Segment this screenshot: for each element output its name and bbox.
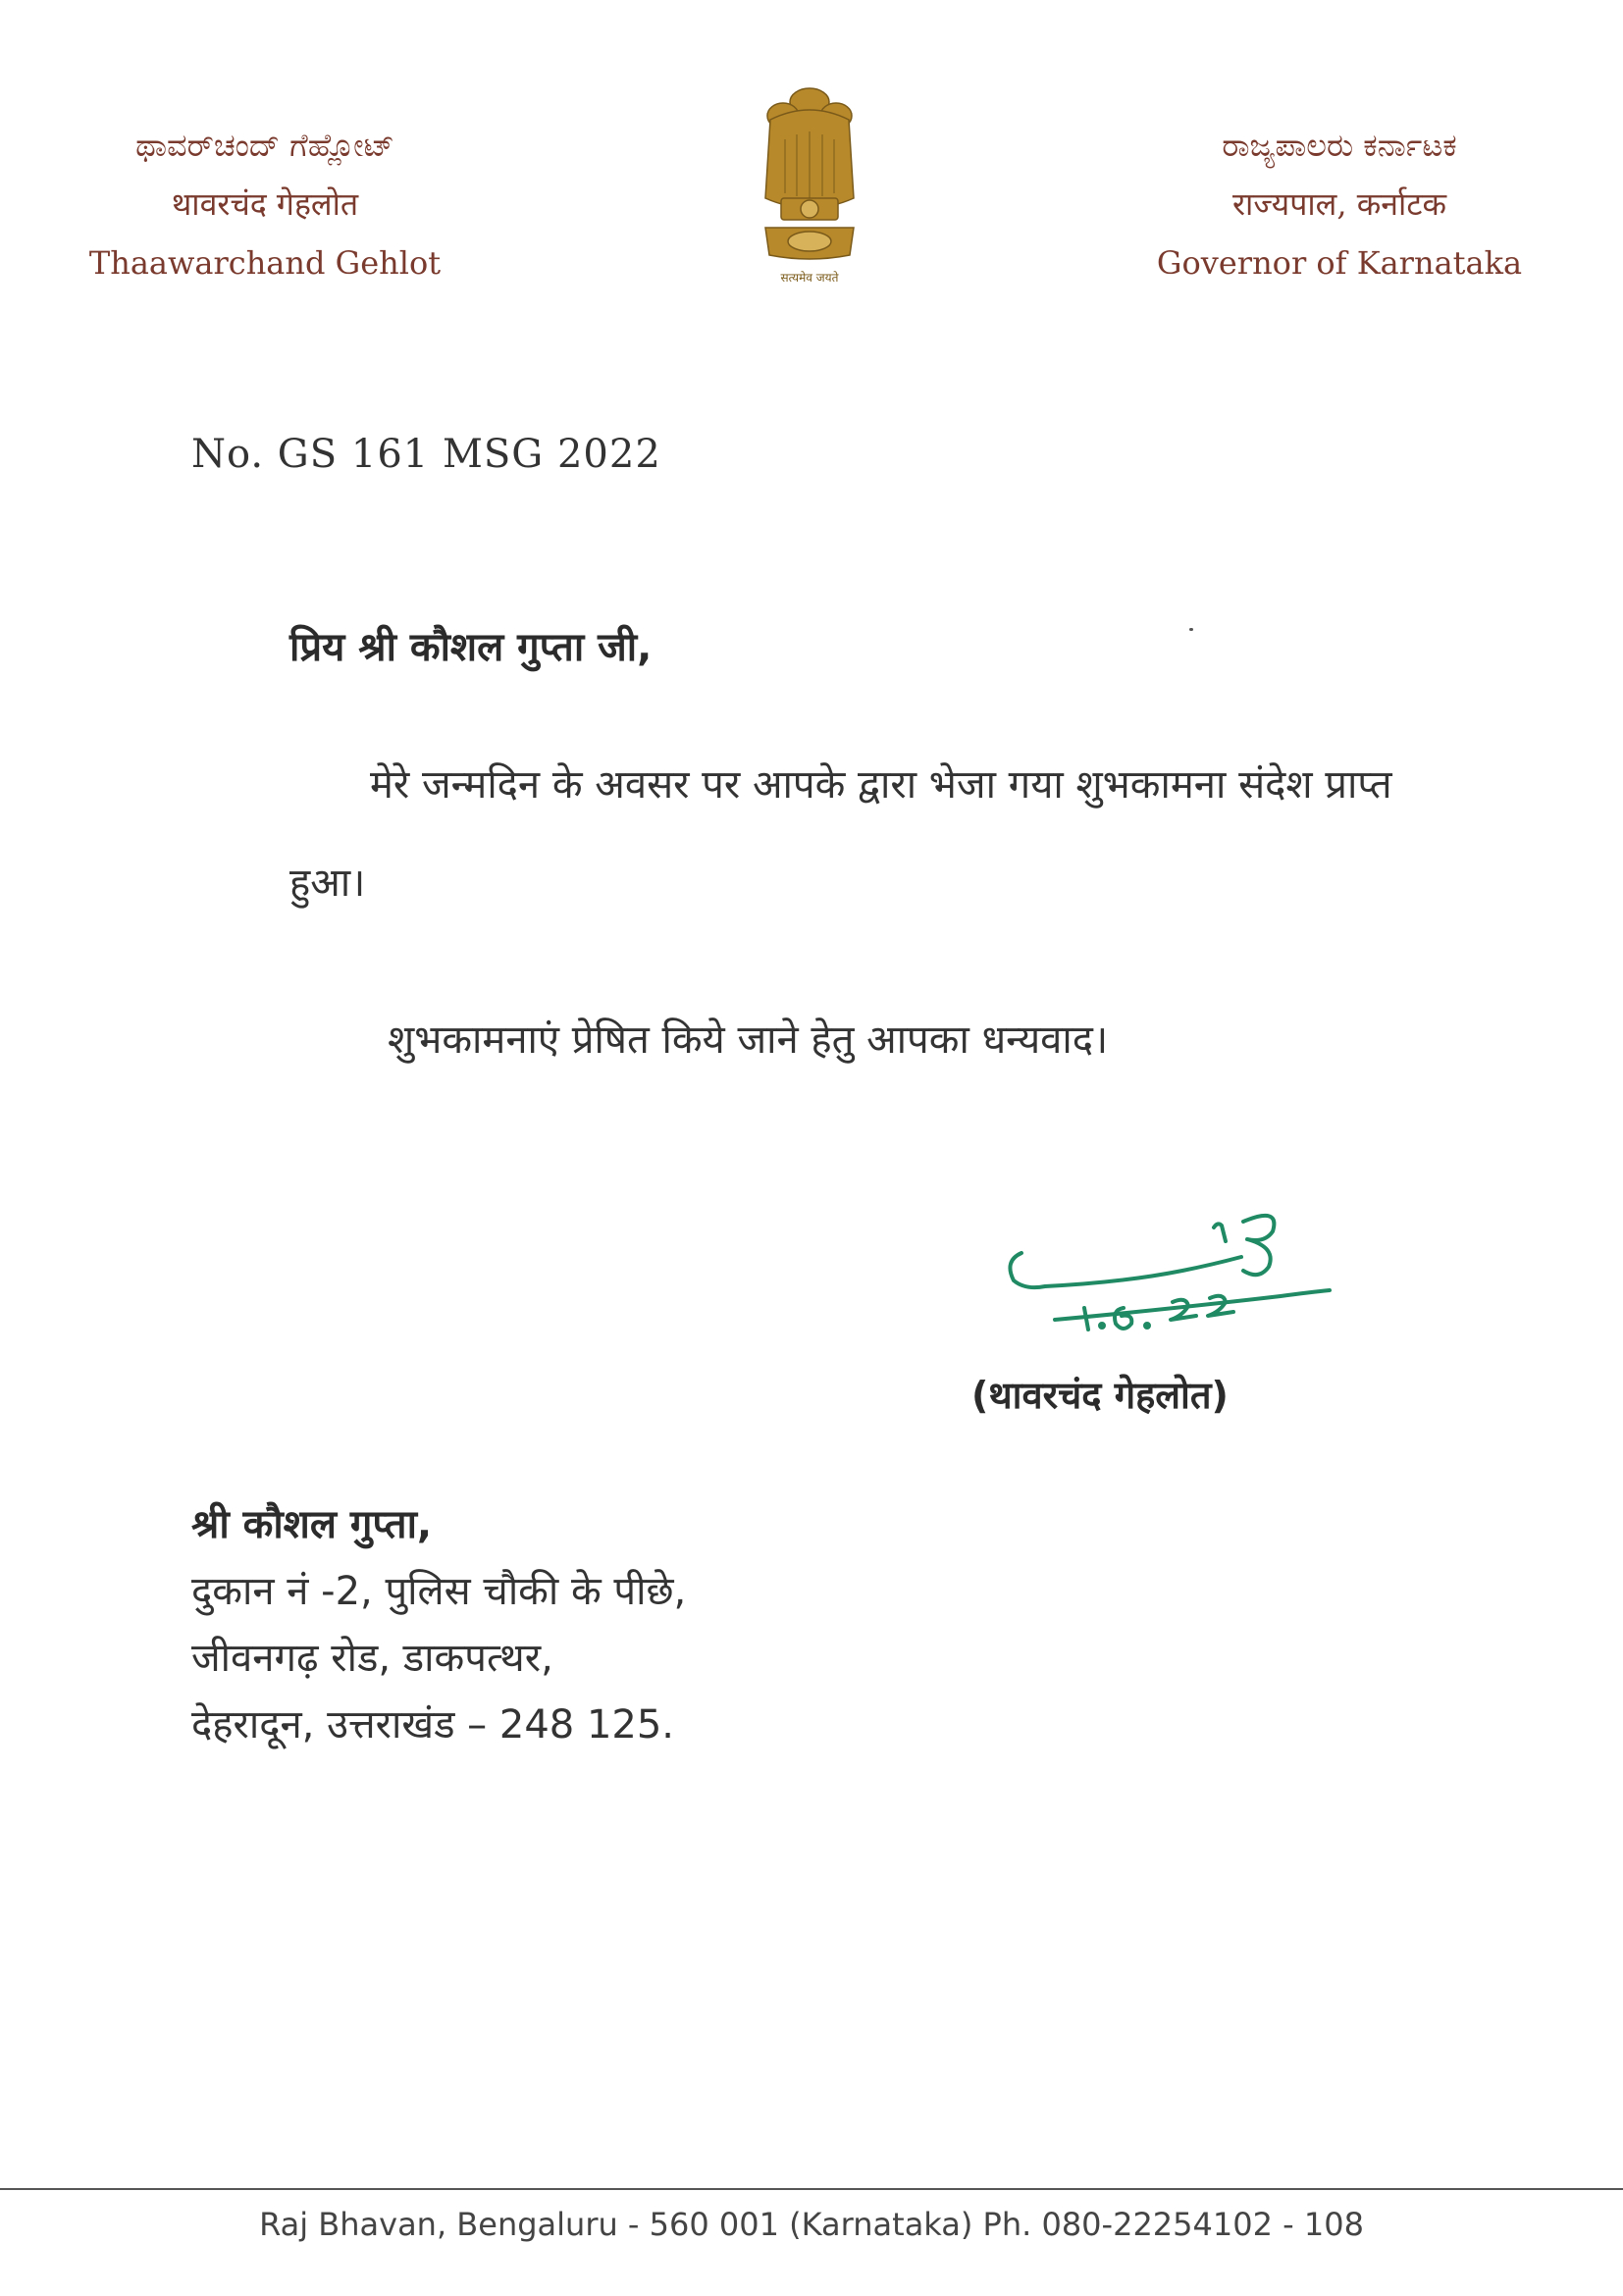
recipient-address [191, 1491, 686, 1758]
name-english: Thaawarchand Gehlot [88, 244, 442, 282]
title-english: Governor of Karnataka [1156, 244, 1523, 282]
letterhead-left [69, 116, 461, 292]
paragraph-1: मेरे जन्मदिन के अवसर पर आपके द्वारा भेजा गया शुभकामना संदेश प्राप्त हुआ। [289, 762, 1392, 906]
scan-speck [1189, 628, 1193, 631]
handwritten-signature [986, 1192, 1359, 1359]
emblem-motto: सत्यमेव जयते [780, 271, 839, 285]
salutation: प्रिय श्री कौशल गुप्ता जी, [289, 625, 653, 670]
address-line-1: दुकान नं -2, पुलिस चौकी के पीछे, [191, 1569, 687, 1614]
paragraph-2: शुभकामनाएं प्रेषित किये जाने हेतु आपका धन्यवाद। [388, 1018, 1109, 1063]
name-kannada: ಥಾವರ್‌ಚಂದ್ ಗೆಹ್ಲೋಟ್ [135, 127, 394, 164]
title-hindi: राज्यपाल, कर्नाटक [1231, 185, 1447, 223]
footer-divider [0, 2188, 1623, 2190]
footer-address: Raj Bhavan, Bengaluru - 560 001 (Karnataka) Ph. 080-22254102 - 108 [259, 2206, 1364, 2243]
address-line-2: जीवनगढ़ रोड, डाकपत्थर, [191, 1636, 553, 1681]
state-emblem-icon [746, 80, 873, 288]
title-kannada: ರಾಜ್ಯಪಾಲರು ಕರ್ನಾಟಕ [1222, 127, 1457, 164]
name-hindi: थावरचंद गेहलोत [171, 185, 359, 223]
address-line-3: देहरादून, उत्तराखंड – 248 125. [191, 1702, 675, 1748]
signatory-name: (थावरचंद गेहलोत) [971, 1374, 1229, 1417]
letterhead-right [1133, 116, 1545, 292]
recipient-name: श्री कौशल गुप्ता, [191, 1502, 433, 1547]
reference-number: No. GS 161 MSG 2022 [191, 432, 661, 477]
